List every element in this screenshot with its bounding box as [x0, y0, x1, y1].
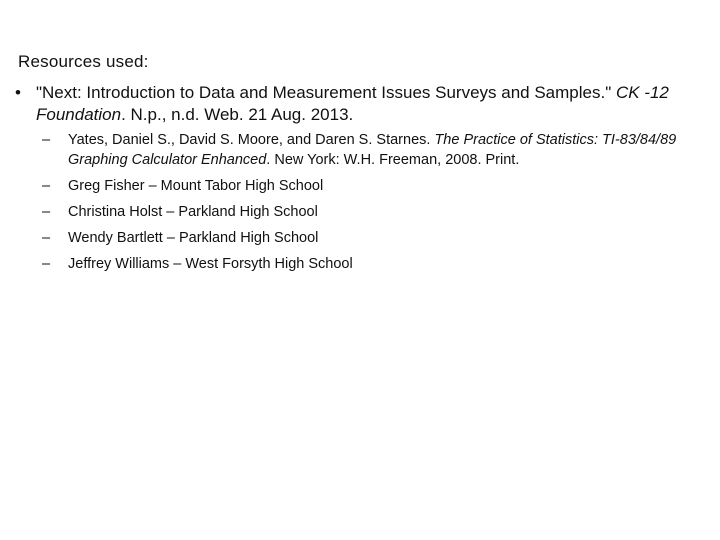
dash-marker: –: [42, 178, 51, 194]
bullet-text: [36, 82, 696, 126]
dash-marker: –: [42, 204, 51, 220]
citation-publisher: . New York: W.H. Freeman, 2008. Print.: [266, 152, 520, 168]
citation-quote: "Next: Introduction to Data and Measurement Issues Surveys and Samples.": [36, 83, 616, 102]
dash-marker: –: [42, 256, 51, 272]
bullet-marker: •: [15, 83, 21, 102]
resources-heading: Resources used:: [18, 52, 149, 71]
dash-marker: –: [42, 132, 51, 148]
bullet-item-ck12: [8, 82, 698, 126]
citation-text: [68, 130, 692, 170]
list-item: [42, 202, 692, 222]
citation-title: The Practice of Statistics: TI-83/84/89 Graphing Calculator Enhanced: [68, 132, 677, 168]
list-item: [42, 176, 692, 196]
list-item: [42, 228, 692, 248]
contributor-text: Jeffrey Williams – West Forsyth High School: [68, 256, 353, 272]
contributor-text: Wendy Bartlett – Parkland High School: [68, 230, 319, 246]
contributor-text: Christina Holst – Parkland High School: [68, 204, 318, 220]
contributor-text: Greg Fisher – Mount Tabor High School: [68, 178, 324, 194]
citation-rest: . N.p., n.d. Web. 21 Aug. 2013.: [121, 105, 354, 124]
list-item: [42, 254, 692, 274]
citation-authors: Yates, Daniel S., David S. Moore, and Daren S. Starnes.: [68, 132, 435, 148]
citation-source: CK -12 Foundation: [36, 83, 669, 124]
list-item: [42, 130, 692, 170]
dash-marker: –: [42, 230, 51, 246]
sub-list: [42, 130, 692, 280]
